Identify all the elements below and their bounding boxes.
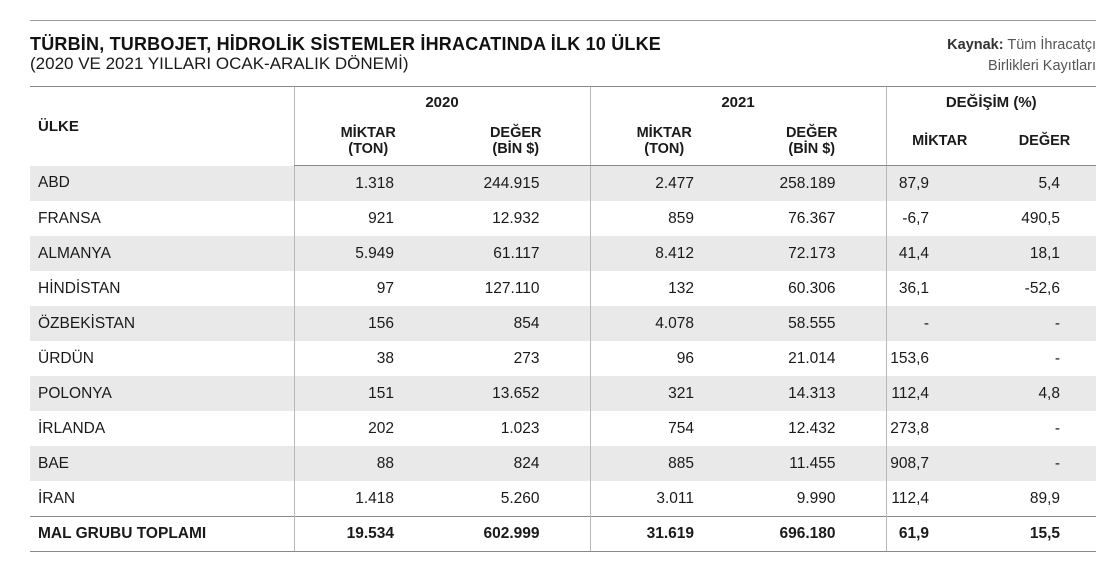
header-change-deger: DEĞER xyxy=(993,117,1096,166)
change-miktar-cell: 908,7 xyxy=(886,446,993,481)
country-cell: İRLANDA xyxy=(30,411,294,446)
source-label: Kaynak: xyxy=(947,37,1004,53)
deger-2020-cell: 12.932 xyxy=(442,201,590,236)
export-table xyxy=(30,86,1096,552)
header-change-miktar: MİKTAR xyxy=(886,117,993,166)
miktar-2021-cell: 754 xyxy=(590,411,738,446)
top-rule xyxy=(30,20,1096,21)
deger-2021-cell: 9.990 xyxy=(738,481,886,517)
deger-2021-cell: 76.367 xyxy=(738,201,886,236)
miktar-2020-cell: 38 xyxy=(294,341,442,376)
change-miktar-cell: 41,4 xyxy=(886,236,993,271)
country-cell: ALMANYA xyxy=(30,236,294,271)
table-row xyxy=(30,341,1096,376)
change-deger-cell: -52,6 xyxy=(993,271,1096,306)
header-2021-miktar: MİKTAR (TON) xyxy=(590,117,738,166)
table-row xyxy=(30,376,1096,411)
deger-2020-cell: 854 xyxy=(442,306,590,341)
table-row xyxy=(30,446,1096,481)
miktar-2021-cell: 3.011 xyxy=(590,481,738,517)
miktar-2021-cell: 2.477 xyxy=(590,166,738,202)
country-cell: POLONYA xyxy=(30,376,294,411)
miktar-2020-cell: 202 xyxy=(294,411,442,446)
group-header-2020: 2020 xyxy=(294,87,590,118)
change-deger-cell: - xyxy=(993,306,1096,341)
deger-2021-cell: 72.173 xyxy=(738,236,886,271)
deger-2020-cell: 824 xyxy=(442,446,590,481)
miktar-2021-cell: 132 xyxy=(590,271,738,306)
table-row xyxy=(30,271,1096,306)
country-cell: FRANSA xyxy=(30,201,294,236)
miktar-2021-cell: 96 xyxy=(590,341,738,376)
header-2021-deger: DEĞER (BİN $) xyxy=(738,117,886,166)
country-cell: ÜRDÜN xyxy=(30,341,294,376)
deger-2020-cell: 273 xyxy=(442,341,590,376)
change-miktar-cell: 153,6 xyxy=(886,341,993,376)
group-header-2021: 2021 xyxy=(590,87,886,118)
total-miktar-2021: 31.619 xyxy=(590,517,738,552)
miktar-2020-cell: 1.418 xyxy=(294,481,442,517)
change-deger-cell: 18,1 xyxy=(993,236,1096,271)
change-deger-cell: 5,4 xyxy=(993,166,1096,202)
total-miktar-2020: 19.534 xyxy=(294,517,442,552)
deger-2020-cell: 1.023 xyxy=(442,411,590,446)
source-line1: Tüm İhracatçı xyxy=(1007,37,1096,53)
miktar-2021-cell: 859 xyxy=(590,201,738,236)
change-miktar-cell: - xyxy=(886,306,993,341)
header-2020-deger: DEĞER (BİN $) xyxy=(442,117,590,166)
header-2020-miktar: MİKTAR (TON) xyxy=(294,117,442,166)
deger-2021-cell: 258.189 xyxy=(738,166,886,202)
change-deger-cell: - xyxy=(993,411,1096,446)
deger-2020-cell: 244.915 xyxy=(442,166,590,202)
change-deger-cell: - xyxy=(993,341,1096,376)
country-cell: ÖZBEKİSTAN xyxy=(30,306,294,341)
country-cell: BAE xyxy=(30,446,294,481)
total-deger-2020: 602.999 xyxy=(442,517,590,552)
miktar-2021-cell: 885 xyxy=(590,446,738,481)
table-row xyxy=(30,166,1096,202)
deger-2021-cell: 12.432 xyxy=(738,411,886,446)
total-deger-2021: 696.180 xyxy=(738,517,886,552)
change-miktar-cell: 112,4 xyxy=(886,376,993,411)
source-line2: Birlikleri Kayıtları xyxy=(988,58,1096,74)
deger-2021-cell: 14.313 xyxy=(738,376,886,411)
country-column-header: ÜLKE xyxy=(30,87,294,166)
miktar-2020-cell: 1.318 xyxy=(294,166,442,202)
miktar-2021-cell: 4.078 xyxy=(590,306,738,341)
total-change-miktar: 61,9 xyxy=(886,517,993,552)
table-row xyxy=(30,481,1096,517)
total-change-deger: 15,5 xyxy=(993,517,1096,552)
country-cell: İRAN xyxy=(30,481,294,517)
deger-2021-cell: 21.014 xyxy=(738,341,886,376)
miktar-2020-cell: 156 xyxy=(294,306,442,341)
table-row xyxy=(30,236,1096,271)
table-row xyxy=(30,411,1096,446)
country-cell: HİNDİSTAN xyxy=(30,271,294,306)
source-note xyxy=(947,35,1096,77)
deger-2021-cell: 11.455 xyxy=(738,446,886,481)
change-deger-cell: 4,8 xyxy=(993,376,1096,411)
page-subtitle: (2020 VE 2021 YILLARI OCAK-ARALIK DÖNEMİ) xyxy=(30,54,409,73)
deger-2020-cell: 13.652 xyxy=(442,376,590,411)
table-row xyxy=(30,201,1096,236)
page-title: TÜRBİN, TURBOJET, HİDROLİK SİSTEMLER İHRACATINDA İLK 10 ÜLKE xyxy=(30,34,662,54)
deger-2020-cell: 127.110 xyxy=(442,271,590,306)
miktar-2020-cell: 151 xyxy=(294,376,442,411)
total-row xyxy=(30,517,1096,552)
change-miktar-cell: -6,7 xyxy=(886,201,993,236)
miktar-2021-cell: 8.412 xyxy=(590,236,738,271)
change-deger-cell: 490,5 xyxy=(993,201,1096,236)
group-header-row xyxy=(30,87,1096,118)
change-miktar-cell: 273,8 xyxy=(886,411,993,446)
deger-2020-cell: 5.260 xyxy=(442,481,590,517)
change-miktar-cell: 112,4 xyxy=(886,481,993,517)
change-deger-cell: - xyxy=(993,446,1096,481)
change-miktar-cell: 36,1 xyxy=(886,271,993,306)
table-row xyxy=(30,306,1096,341)
total-label: MAL GRUBU TOPLAMI xyxy=(30,517,294,552)
deger-2021-cell: 58.555 xyxy=(738,306,886,341)
deger-2020-cell: 61.117 xyxy=(442,236,590,271)
miktar-2021-cell: 321 xyxy=(590,376,738,411)
group-header-change: DEĞİŞİM (%) xyxy=(886,87,1096,118)
change-miktar-cell: 87,9 xyxy=(886,166,993,202)
miktar-2020-cell: 88 xyxy=(294,446,442,481)
deger-2021-cell: 60.306 xyxy=(738,271,886,306)
miktar-2020-cell: 97 xyxy=(294,271,442,306)
country-cell: ABD xyxy=(30,166,294,202)
change-deger-cell: 89,9 xyxy=(993,481,1096,517)
miktar-2020-cell: 5.949 xyxy=(294,236,442,271)
miktar-2020-cell: 921 xyxy=(294,201,442,236)
